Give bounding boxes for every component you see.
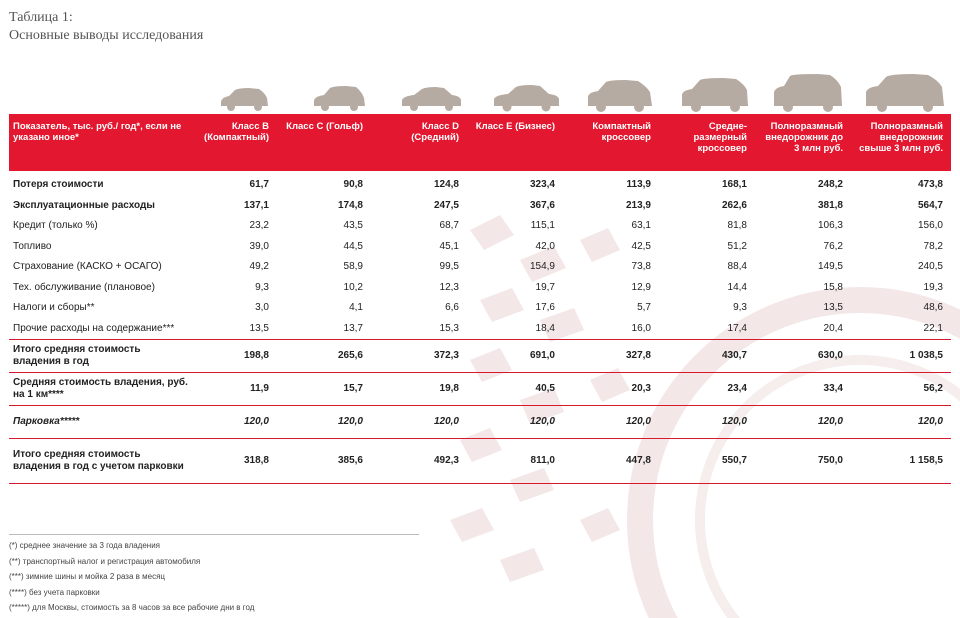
row-label: Потеря стоимости [13, 179, 104, 191]
ownership-cost-table [9, 114, 951, 484]
table-row [9, 278, 951, 299]
cell: 318,8 [197, 439, 277, 484]
row-label: Топливо [13, 240, 52, 252]
cell: 492,3 [371, 439, 467, 484]
cell: 73,8 [631, 261, 651, 273]
row-label: Прочие расходы на содержание*** [13, 322, 175, 334]
row-label: Налоги и сборы** [13, 302, 95, 314]
table-row-total [9, 340, 951, 373]
table-row [9, 216, 951, 237]
row-label: Средняя стоимость владения, руб. на 1 км**** [9, 373, 197, 406]
header-compact-crossover: Компактный кроссовер [563, 114, 659, 171]
cell: 265,6 [277, 340, 371, 373]
cell: 42,0 [535, 240, 555, 252]
cell: 23,2 [249, 220, 269, 232]
cell: 262,6 [721, 199, 747, 211]
cell: 40,5 [467, 373, 563, 406]
cell: 15,7 [277, 373, 371, 406]
cell: 550,7 [659, 439, 755, 484]
cell: 120,0 [197, 406, 277, 439]
cell: 124,8 [433, 179, 459, 191]
business-car-icon [492, 84, 560, 112]
cell: 4,1 [349, 302, 363, 314]
cell: 213,9 [625, 199, 651, 211]
header-suv-under-3m: Полноразмный внедорожник до 3 млн руб. [755, 114, 851, 171]
header-suv-over-3m: Полноразмный внедорожник свыше 3 млн руб. [851, 114, 951, 171]
cell: 68,7 [439, 220, 459, 232]
footnote: (***) зимние шины и мойка 2 раза в месяц [9, 572, 165, 581]
footnote: (*****) для Москвы, стоимость за 8 часов за все рабочие дни в год [9, 603, 255, 612]
table-header-row [9, 114, 951, 171]
table-caption [9, 9, 203, 45]
cell: 137,1 [243, 199, 269, 211]
cell: 811,0 [467, 439, 563, 484]
cell: 6,6 [445, 302, 459, 314]
cell: 20,3 [563, 373, 659, 406]
table-row [9, 298, 951, 319]
cell: 51,2 [727, 240, 747, 252]
cell: 17,6 [535, 302, 555, 314]
cell: 33,4 [755, 373, 851, 406]
cell: 120,0 [563, 406, 659, 439]
cell: 12,3 [439, 281, 459, 293]
cell: 120,0 [371, 406, 467, 439]
cell: 56,2 [851, 373, 951, 406]
cell: 42,5 [631, 240, 651, 252]
cell: 174,8 [337, 199, 363, 211]
cell: 61,7 [249, 179, 269, 191]
header-indicator: Показатель, тыс. руб./ год*, если не указано иное* [9, 114, 197, 171]
footnote: (*) среднее значение за 3 года владения [9, 541, 161, 550]
premium-suv-icon [864, 74, 946, 112]
cell: 120,0 [277, 406, 371, 439]
header-midsize-crossover: Средне-размерный кроссовер [659, 114, 755, 171]
cell: 327,8 [563, 340, 659, 373]
cell: 10,2 [343, 281, 363, 293]
cell: 9,3 [733, 302, 747, 314]
row-label: Эксплуатационные расходы [13, 199, 155, 211]
cell: 564,7 [917, 199, 943, 211]
row-label: Парковка***** [9, 406, 197, 439]
golf-car-icon [312, 86, 366, 112]
cell: 750,0 [755, 439, 851, 484]
cell: 154,9 [529, 261, 555, 273]
cell: 45,1 [439, 240, 459, 252]
header-class-e: Класс E (Бизнес) [467, 114, 563, 171]
car-icons-row [0, 64, 960, 114]
header-class-c: Класс С (Гольф) [277, 114, 371, 171]
cell: 9,3 [255, 281, 269, 293]
row-label: Итого средняя стоимость владения в год [9, 340, 197, 373]
table-number: Таблица 1: [9, 10, 73, 25]
cell: 168,1 [721, 179, 747, 191]
cell: 630,0 [755, 340, 851, 373]
cell: 12,9 [631, 281, 651, 293]
cell: 19,7 [535, 281, 555, 293]
cell: 16,0 [631, 322, 651, 334]
cell: 156,0 [917, 220, 943, 232]
cell: 63,1 [631, 220, 651, 232]
cell: 372,3 [371, 340, 467, 373]
cell: 385,6 [277, 439, 371, 484]
footnote: (**) транспортный налог и регистрация автомобиля [9, 556, 201, 566]
cell: 19,8 [371, 373, 467, 406]
hatchback-car-icon [219, 88, 269, 112]
cell: 99,5 [439, 261, 459, 273]
cell: 1 158,5 [851, 439, 951, 484]
cell: 106,3 [817, 220, 843, 232]
cell: 20,4 [823, 322, 843, 334]
cell: 90,8 [343, 179, 363, 191]
cell: 447,8 [563, 439, 659, 484]
header-class-b: Класс B (Компактный) [197, 114, 277, 171]
cell: 13,7 [343, 322, 363, 334]
cell: 323,4 [529, 179, 555, 191]
row-label: Кредит (только %) [13, 220, 98, 232]
cell: 17,4 [727, 322, 747, 334]
cell: 367,6 [529, 199, 555, 211]
cell: 1 038,5 [851, 340, 951, 373]
cell: 43,5 [343, 220, 363, 232]
table-row-per-km [9, 373, 951, 406]
cell: 48,6 [923, 302, 943, 314]
cell: 120,0 [755, 406, 851, 439]
cell: 58,9 [343, 261, 363, 273]
table-row [9, 257, 951, 278]
cell: 18,4 [535, 322, 555, 334]
table-subtitle: Основные выводы исследования [9, 28, 204, 43]
cell: 115,1 [530, 220, 555, 232]
cell: 3,0 [255, 302, 269, 314]
sedan-car-icon [400, 86, 462, 112]
table-row-total-with-parking [9, 439, 951, 484]
midsize-crossover-icon [680, 78, 750, 112]
cell: 13,5 [249, 322, 269, 334]
header-class-d: Класс D (Средний) [371, 114, 467, 171]
cell: 113,9 [626, 179, 651, 191]
table-row [9, 237, 951, 258]
cell: 473,8 [917, 179, 943, 191]
table-row [9, 196, 951, 217]
cell: 247,5 [433, 199, 459, 211]
cell: 120,0 [467, 406, 563, 439]
cell: 120,0 [659, 406, 755, 439]
table-row-parking [9, 406, 951, 439]
cell: 691,0 [467, 340, 563, 373]
cell: 15,8 [823, 281, 843, 293]
cell: 78,2 [923, 240, 943, 252]
cell: 88,4 [727, 261, 747, 273]
footnotes [9, 534, 419, 616]
cell: 22,1 [923, 322, 943, 334]
cell: 39,0 [249, 240, 269, 252]
table-row [9, 319, 951, 340]
cell: 5,7 [637, 302, 651, 314]
compact-crossover-icon [586, 80, 654, 112]
cell: 23,4 [659, 373, 755, 406]
cell: 381,8 [817, 199, 843, 211]
cell: 19,3 [923, 281, 943, 293]
row-label: Итого средняя стоимость владения в год с учетом парковки [9, 439, 197, 484]
cell: 44,5 [343, 240, 363, 252]
cell: 198,8 [197, 340, 277, 373]
cell: 240,5 [917, 261, 943, 273]
cell: 49,2 [249, 261, 269, 273]
cell: 76,2 [823, 240, 843, 252]
table-row [9, 171, 951, 196]
suv-car-icon [772, 74, 844, 112]
cell: 248,2 [817, 179, 843, 191]
footnote: (****) без учета парковки [9, 587, 100, 597]
cell: 120,0 [851, 406, 951, 439]
cell: 11,9 [197, 373, 277, 406]
row-label: Страхование (КАСКО + ОСАГО) [13, 261, 162, 273]
row-label: Тех. обслуживание (плановое) [13, 281, 155, 293]
cell: 430,7 [659, 340, 755, 373]
cell: 81,8 [727, 220, 747, 232]
cell: 14,4 [727, 281, 747, 293]
cell: 15,3 [439, 322, 459, 334]
cell: 149,5 [817, 261, 843, 273]
cell: 13,5 [823, 302, 843, 314]
